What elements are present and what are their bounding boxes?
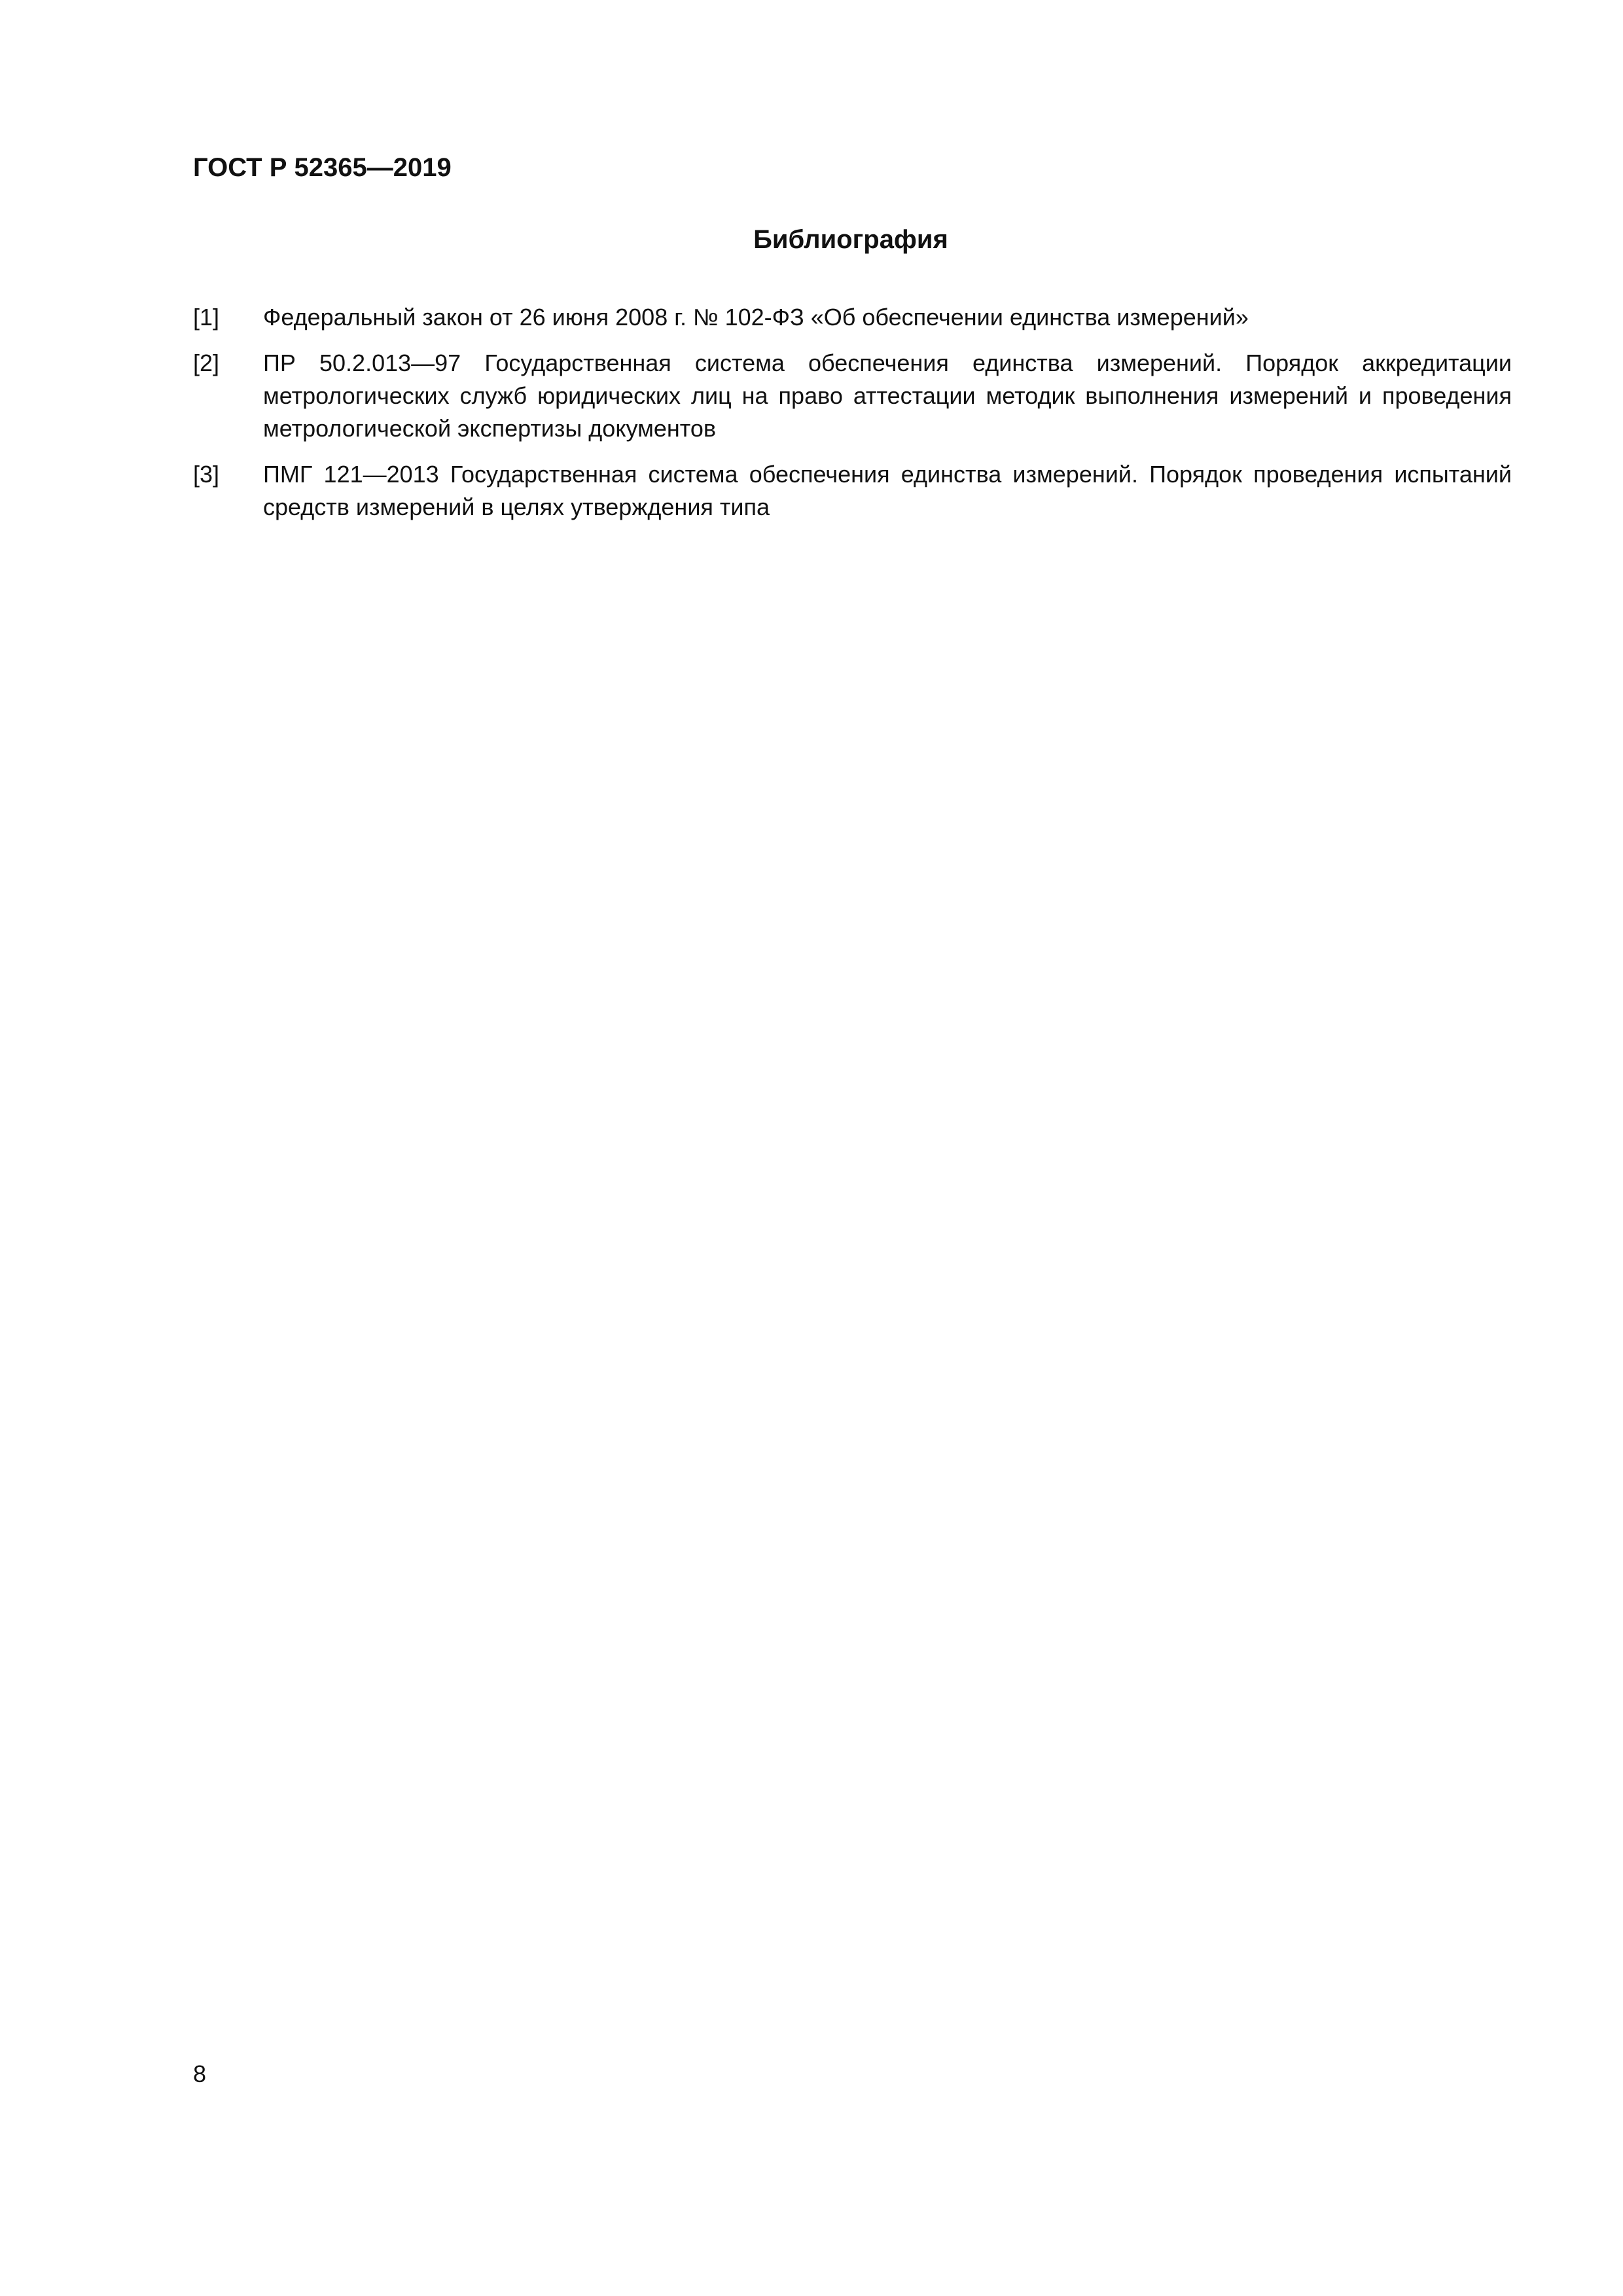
section-title: Библиография <box>753 225 948 254</box>
bibliography-item <box>193 347 1512 445</box>
bibliography-item-number: [3] <box>193 461 220 488</box>
bibliography-item-text: ПМГ 121—2013 Государственная система обеспечения единства измерений. Порядок проведения испытаний средств измерений в целях утверждения типа <box>263 461 1512 520</box>
bibliography-list <box>193 301 1512 537</box>
document-code: ГОСТ Р 52365—2019 <box>193 153 452 182</box>
page-number: 8 <box>193 2060 207 2087</box>
bibliography-item <box>193 458 1512 524</box>
bibliography-item-text: ПР 50.2.013—97 Государственная система обеспечения единства измерений. Порядок аккредитации метрологических служб юридических лиц на право аттестации методик выполнения измерений и проведения метрологической экспертизы документов <box>263 350 1512 442</box>
bibliography-item-number: [2] <box>193 350 220 376</box>
bibliography-item <box>193 301 1512 334</box>
bibliography-item-number: [1] <box>193 304 220 331</box>
bibliography-item-text: Федеральный закон от 26 июня 2008 г. № 102-ФЗ «Об обеспечении единства измерений» <box>263 304 1249 331</box>
